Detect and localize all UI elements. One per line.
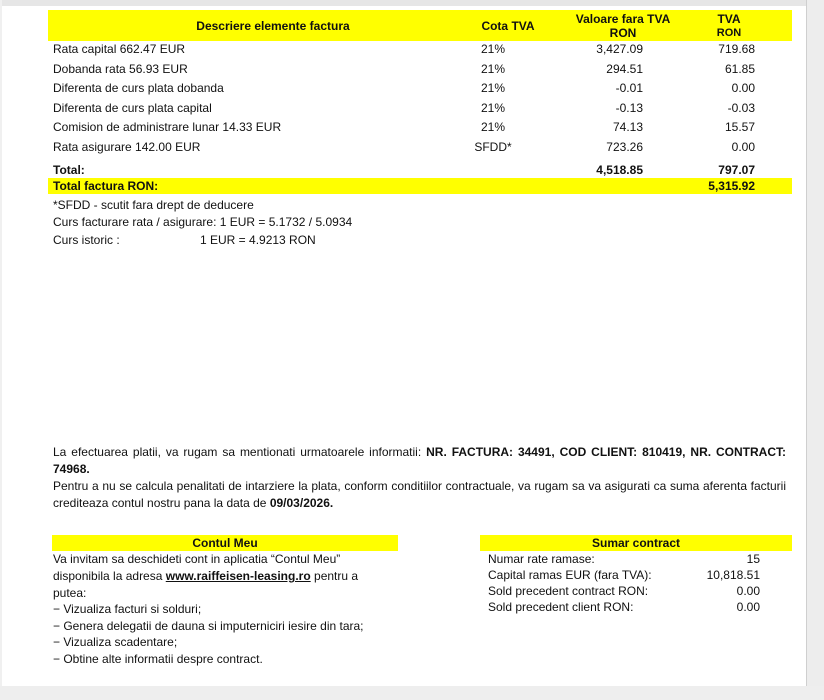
summary-value: 10,818.51 <box>706 568 760 582</box>
list-item: − Genera delegatii de dauna si imputerniciri iesire din tara; <box>53 619 364 633</box>
table-row <box>53 118 791 137</box>
row-vat-rate: 21% <box>480 120 506 134</box>
row-description: Rata asigurare 142.00 EUR <box>53 140 201 154</box>
contul-meu-line2-post: pentru a <box>314 569 359 583</box>
list-item: − Vizualiza scadentare; <box>53 635 178 649</box>
row-description: Comision de administrare lunar 14.33 EUR <box>53 120 282 134</box>
summary-row <box>488 567 760 583</box>
contul-meu-line1: Va invitam sa deschideti cont in aplicatia “Contul Meu” <box>53 552 341 566</box>
penalty-info <box>53 478 786 512</box>
header-description: Descriere elemente factura <box>196 19 350 33</box>
row-vat-rate: SFDD* <box>474 140 512 154</box>
contul-meu-line3: putea: <box>53 586 87 600</box>
contul-meu-line2-pre: disponibila la adresa <box>53 569 163 583</box>
row-vat: 0.00 <box>731 140 755 154</box>
bottom-border <box>0 686 824 700</box>
row-vat: 0.00 <box>731 81 755 95</box>
row-vat-rate: 21% <box>480 81 506 95</box>
header-vat-line1: TVA <box>717 12 741 26</box>
penalty-text: Pentru a nu se calcula penalitati de intarziere la plata, conform conditiilor contractuale, va rugam sa va asigurati ca suma aferenta facturii crediteaza contul nostru pana la data de <box>53 479 786 510</box>
contul-meu-title: Contul Meu <box>52 535 398 551</box>
invoice-number: 34491, <box>517 445 555 459</box>
row-description: Diferenta de curs plata capital <box>53 101 212 115</box>
row-value: -0.01 <box>615 81 643 95</box>
historic-rate-value: 1 EUR = 4.9213 RON <box>200 233 316 247</box>
row-vat-rate: 21% <box>480 62 506 76</box>
list-item: − Vizualiza facturi si solduri; <box>53 602 202 616</box>
table-row <box>53 79 791 98</box>
contract-number: 74968. <box>53 462 90 476</box>
summary-label: Capital ramas EUR (fara TVA): <box>488 568 652 582</box>
header-value-line1: Valoare fara TVA <box>575 12 671 26</box>
total-row <box>48 162 792 178</box>
summary-label: Numar rate ramase: <box>488 552 595 566</box>
row-value: 294.51 <box>606 62 643 76</box>
summary-value: 0.00 <box>736 600 760 614</box>
grand-total-label: Total factura RON: <box>53 179 159 193</box>
right-border <box>806 0 824 700</box>
total-vat: 797.07 <box>718 163 755 177</box>
row-vat-rate: 21% <box>480 101 506 115</box>
grand-total-row <box>48 178 792 194</box>
summary-value: 15 <box>746 552 760 566</box>
payment-intro: La efectuarea platii, va rugam sa mentionati urmatoarele informatii: <box>53 445 422 459</box>
sumar-contract-title: Sumar contract <box>480 535 792 551</box>
table-row <box>53 99 791 118</box>
table-row <box>53 40 791 59</box>
summary-row <box>488 583 760 599</box>
row-description: Dobanda rata 56.93 EUR <box>53 62 188 76</box>
row-vat: 719.68 <box>718 42 755 56</box>
client-label: COD CLIENT: <box>559 445 638 459</box>
header-vat-line2: RON <box>716 27 742 39</box>
invoice-label: NR. FACTURA: <box>426 445 514 459</box>
raiffeisen-link[interactable]: www.raiffeisen-leasing.ro <box>165 569 311 583</box>
historic-rate-label: Curs istoric : <box>53 233 120 247</box>
row-description: Diferenta de curs plata dobanda <box>53 81 224 95</box>
top-border <box>0 0 824 6</box>
table-row <box>53 60 791 79</box>
left-border <box>0 0 2 700</box>
summary-row <box>488 599 760 615</box>
grand-total-value: 5,315.92 <box>708 179 755 193</box>
list-item: − Obtine alte informatii despre contract. <box>53 652 263 666</box>
payment-info <box>53 444 786 478</box>
exchange-rate-note: Curs facturare rata / asigurare: 1 EUR = 5.1732 / 5.0934 <box>53 215 353 229</box>
summary-row <box>488 551 760 567</box>
client-code: 810419, <box>642 445 686 459</box>
header-value <box>568 12 678 40</box>
row-value: 74.13 <box>612 120 643 134</box>
row-vat: 61.85 <box>724 62 755 76</box>
due-date: 09/03/2026. <box>269 496 334 510</box>
summary-value: 0.00 <box>736 584 760 598</box>
contract-label: NR. CONTRACT: <box>690 445 786 459</box>
total-value: 4,518.85 <box>596 163 643 177</box>
total-label: Total: <box>53 163 85 177</box>
header-vat-rate: Cota TVA <box>481 19 535 33</box>
row-value: -0.13 <box>615 101 643 115</box>
table-header <box>48 10 792 41</box>
summary-label: Sold precedent client RON: <box>488 600 634 614</box>
header-vat <box>708 12 750 40</box>
header-value-line2: RON <box>609 26 637 40</box>
sfdd-note: *SFDD - scutit fara drept de deducere <box>53 198 254 212</box>
contul-meu-line2 <box>53 568 358 584</box>
summary-label: Sold precedent contract RON: <box>488 584 649 598</box>
row-vat: -0.03 <box>727 101 755 115</box>
row-vat-rate: 21% <box>480 42 506 56</box>
row-description: Rata capital 662.47 EUR <box>53 42 186 56</box>
row-value: 3,427.09 <box>596 42 643 56</box>
row-vat: 15.57 <box>724 120 755 134</box>
table-row <box>53 138 791 157</box>
row-value: 723.26 <box>606 140 643 154</box>
